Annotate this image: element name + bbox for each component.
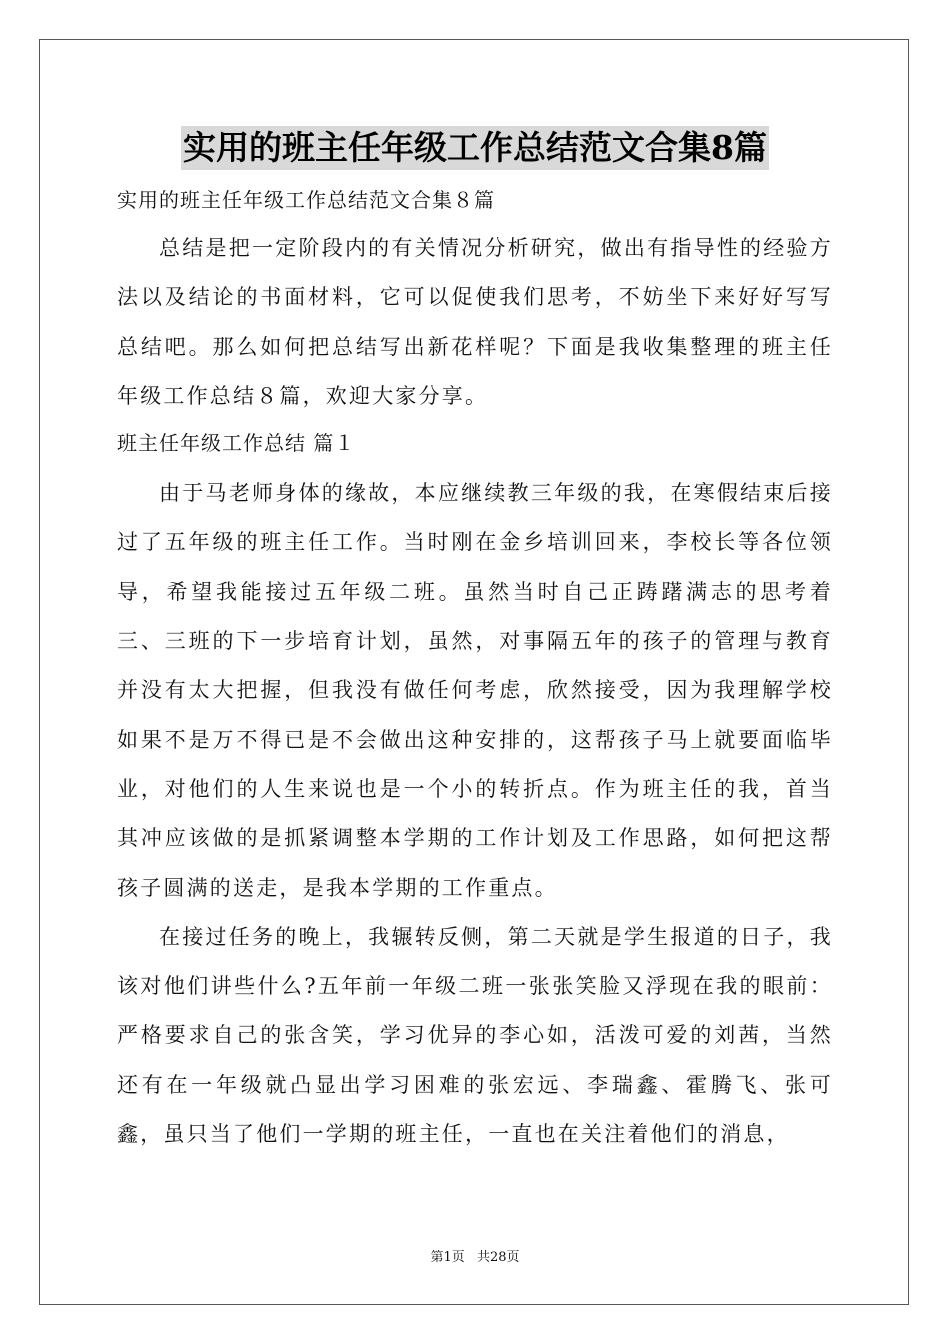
intro-paragraph: 总结是把一定阶段内的有关情况分析研究，做出有指导性的经验方法以及结论的书面材料，它可以促使我们思考，不妨坐下来好好写写总结吧。那么如何把总结写出新花样呢？下面是我收集整理的班主任年级工作总结８篇，欢迎大家分享。 [117,236,833,408]
body-paragraph-1: 由于马老师身体的缘故，本应继续教三年级的我，在寒假结束后接过了五年级的班主任工作。当时刚在金乡培训回来，李校长等各位领导，希望我能接过五年级二班。虽然当时自己正踌躇满志的思考着三、三班的下一步培育计划，虽然，对事隔五年的孩子的管理与教育并没有太大把握，但我没有做任何考虑，欣然接受，因为我理解学校如果不是万不得已是不会做出这种安排的，这帮孩子马上就要面临毕业，对他们的人生来说也是一个小的转折点。作为班主任的我，首当其冲应该做的是抓紧调整本学期的工作计划及工作思路，如何把这帮孩子圆满的送走，是我本学期的工作重点。 [117,481,833,900]
document-body [117,180,833,1159]
page-total: 共28页 [476,1250,520,1265]
section-heading: 班主任年级工作总结 篇１ [117,431,356,456]
page-number: 第1页 [430,1250,465,1265]
page-footer [0,1246,950,1265]
document-title: 实用的班主任年级工作总结范文合集8篇 [181,126,769,170]
subtitle-line: 实用的班主任年级工作总结范文合集８篇 [117,188,495,212]
title-area [0,126,950,170]
body-paragraph-2: 在接过任务的晚上，我辗转反侧，第二天就是学生报道的日子，我该对他们讲些什么?五年前一年级二班一张张笑脸又浮现在我的眼前：严格要求自己的张含笑，学习优异的李心如，活泼可爱的刘茜，当然还有在一年级就凸显出学习困难的张宏远、李瑞鑫、霍腾飞、张可鑫，虽只当了他们一学期的班主任，一直也在关注着他们的消息， [117,924,833,1147]
